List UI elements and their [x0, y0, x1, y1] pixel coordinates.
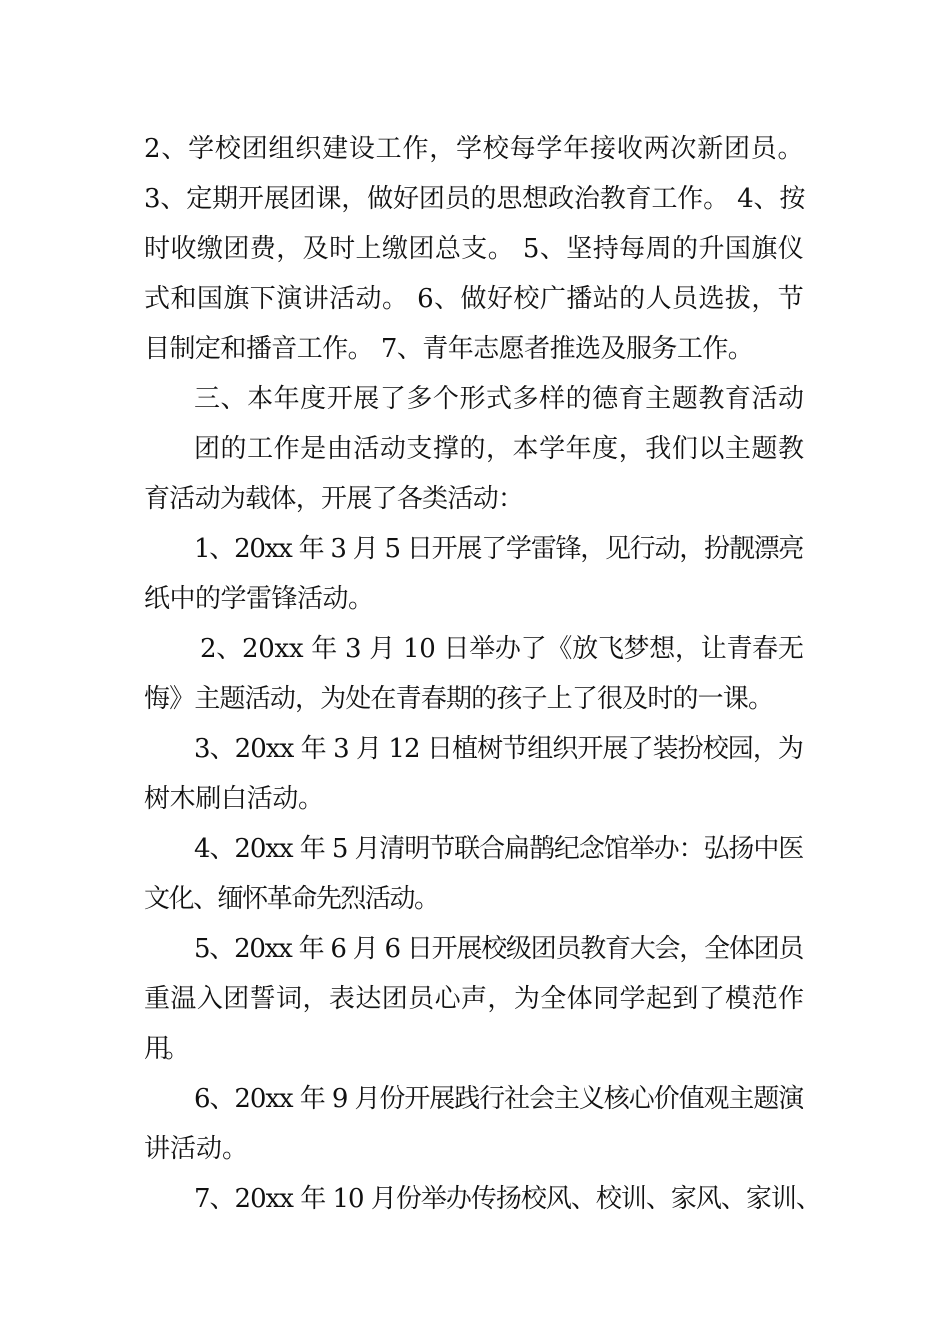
text-line-5: 目制定和播音工作。 7、青年志愿者推选及服务工作。: [144, 334, 754, 364]
activity-6-line-1: 6、20xx 年 9 月份开展践行社会主义核心价值观主题演: [194, 1084, 804, 1114]
activity-4-line-1: 4、20xx 年 5 月清明节联合扁鹊纪念馆举办：弘扬中医: [194, 834, 804, 864]
activity-2-line-1: 2、20xx 年 3 月 10 日举办了《放飞梦想，让青春无: [200, 634, 804, 664]
section-heading: 三、本年度开展了多个形式多样的德育主题教育活动: [194, 384, 805, 414]
activity-7-line-1: 7、20xx 年 10 月份举办传扬校风、校训、家风、家训、: [194, 1184, 821, 1214]
activity-1-line-1: 1、20xx 年 3 月 5 日开展了学雷锋，见行动，扮靓漂亮: [194, 534, 804, 564]
activity-5-line-3: 用。: [144, 1034, 185, 1064]
text-line-2: 3、定期开展团课，做好团员的思想政治教育工作。 4、按: [144, 184, 806, 214]
activity-2-line-2: 悔》主题活动，为处在青春期的孩子上了很及时的一课。: [144, 684, 774, 714]
text-line-4: 式和国旗下演讲活动。 6、做好校广播站的人员选拔，节: [144, 284, 805, 314]
activity-4-line-2: 文化、缅怀革命先烈活动。: [144, 884, 439, 914]
activity-3-line-1: 3、20xx 年 3 月 12 日植树节组织开展了装扮校园，为: [194, 734, 803, 764]
activity-3-line-2: 树木刷白活动。: [144, 784, 324, 814]
text-line-8: 育活动为载体，开展了各类活动：: [144, 484, 524, 514]
activity-1-line-2: 纸中的学雷锋活动。: [144, 584, 374, 614]
activity-5-line-1: 5、20xx 年 6 月 6 日开展校级团员教育大会，全体团员: [194, 934, 804, 964]
text-line-1: 2、学校团组织建设工作，学校每学年接收两次新团员。: [144, 134, 805, 164]
activity-5-line-2: 重温入团誓词，表达团员心声，为全体同学起到了模范作: [144, 984, 805, 1014]
activity-6-line-2: 讲活动。: [144, 1134, 249, 1164]
text-line-3: 时收缴团费，及时上缴团总支。 5、坚持每周的升国旗仪: [144, 234, 805, 264]
text-line-7: 团的工作是由活动支撑的，本学年度，我们以主题教: [194, 434, 805, 464]
